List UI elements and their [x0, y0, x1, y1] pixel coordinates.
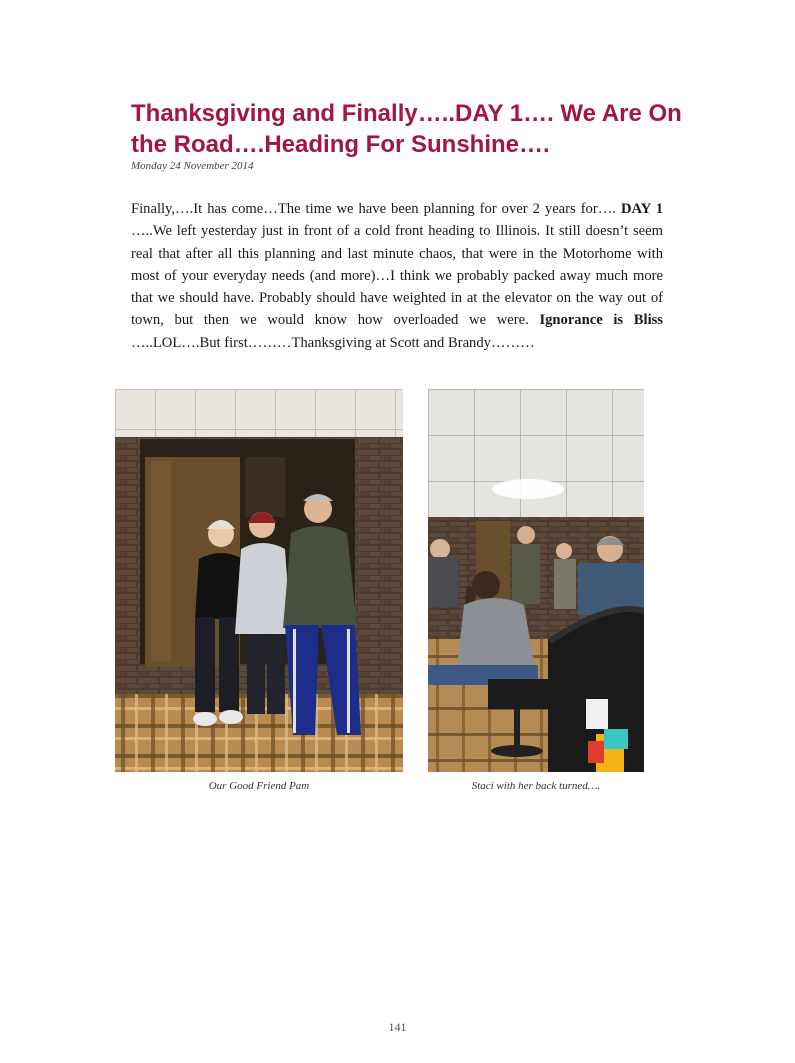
body-text-1: Finally,….It has come…The time we have been planning for over 2 years for…. [131, 201, 621, 217]
page-number: 141 [388, 1020, 407, 1034]
photo-pam [115, 389, 403, 772]
body-bold-day1: DAY 1 [620, 201, 663, 217]
post-title: Thanksgiving and Finally…..DAY 1…. We Are On the Road….Heading For Sunshine…. [131, 100, 682, 158]
photo-staci [428, 389, 644, 772]
post-body [131, 198, 663, 354]
photo-caption-2: Staci with her back turned…. [471, 780, 601, 792]
photo-caption-1: Our Good Friend Pam [208, 780, 310, 792]
post-date: Monday 24 November 2014 [131, 160, 254, 172]
body-bold-ignorance: Ignorance is Bliss [539, 312, 663, 329]
body-text-2: …..We left yesterday just in front of a cold front heading to Illinois. It still doesn’t seem real that after all this planning and last minute chaos, that were in the Motorhome with most of your everyday needs (and more)…I think we probably packed away much more that we should have. Probably should have weighted in at the elevator on the way out of town, but then we would know how overloaded we were. [131, 223, 663, 329]
body-text-3: …..LOL….But first………Thanksgiving at Scott and Brandy……… [131, 334, 535, 351]
